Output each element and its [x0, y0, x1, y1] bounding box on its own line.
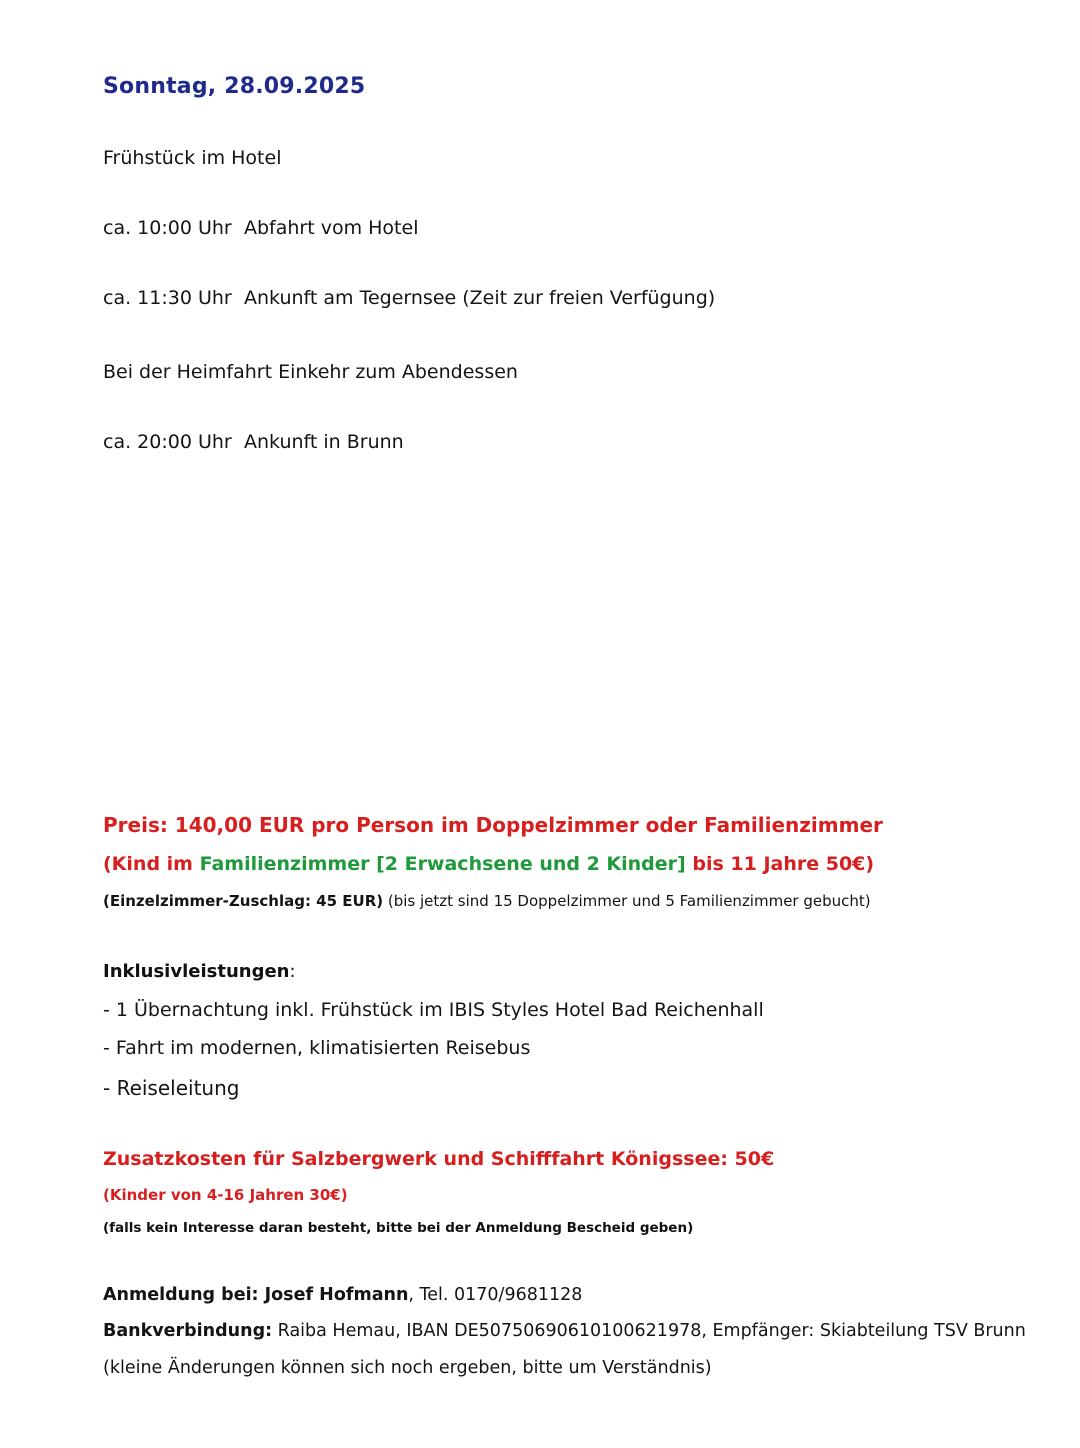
- inclusion-item: - Reiseleitung: [103, 1076, 240, 1100]
- price-child-suffix: bis 11 Jahre 50€): [685, 853, 875, 875]
- extra-costs-interest-note: (falls kein Interesse daran besteht, bitte bei der Anmeldung Bescheid geben): [103, 1220, 694, 1236]
- price-child-prefix: (Kind im: [103, 853, 200, 875]
- inclusion-item: - Fahrt im modernen, klimatisierten Reisebus: [103, 1037, 531, 1059]
- bank-details-line: [103, 1321, 1026, 1342]
- schedule-dinner: Bei der Heimfahrt Einkehr zum Abendessen: [103, 361, 518, 383]
- price-child-family-room: Familienzimmer [2 Erwachsene und 2 Kinder]: [199, 853, 686, 875]
- changes-note: (kleine Änderungen können sich noch ergeben, bitte um Verständnis): [103, 1358, 712, 1378]
- extra-costs-child-note: (Kinder von 4-16 Jahren 30€): [103, 1186, 348, 1204]
- inclusions-title: [103, 961, 296, 983]
- bank-label: Bankverbindung:: [103, 1321, 273, 1341]
- price-child-note: [103, 853, 874, 876]
- schedule-text: Ankunft am Tegernsee (Zeit zur freien Verfügung): [244, 287, 716, 309]
- single-room-surcharge: [103, 892, 871, 910]
- schedule-row-departure: [103, 217, 418, 240]
- day-heading: Sonntag, 28.09.2025: [103, 74, 366, 99]
- schedule-time: ca. 10:00 Uhr: [103, 217, 232, 239]
- schedule-time: ca. 20:00 Uhr: [103, 431, 232, 453]
- schedule-text: Ankunft in Brunn: [244, 431, 404, 453]
- registration-line: [103, 1285, 582, 1306]
- registration-contact: Anmeldung bei: Josef Hofmann: [103, 1285, 409, 1305]
- registration-phone: , Tel. 0170/9681128: [408, 1285, 583, 1305]
- schedule-row-arrival-brunn: [103, 431, 404, 454]
- inclusion-item: - 1 Übernachtung inkl. Frühstück im IBIS Styles Hotel Bad Reichenhall: [103, 999, 764, 1021]
- bank-details: Raiba Hemau, IBAN DE50750690610100621978, Empfänger: Skiabteilung TSV Brunn: [272, 1321, 1026, 1341]
- inclusions-title-colon: :: [289, 961, 296, 982]
- schedule-breakfast: Frühstück im Hotel: [103, 147, 282, 169]
- schedule-row-arrival-tegernsee: [103, 287, 715, 310]
- schedule-text: Abfahrt vom Hotel: [244, 217, 419, 239]
- extra-costs-heading: Zusatzkosten für Salzbergwerk und Schifffahrt Königssee: 50€: [103, 1148, 775, 1170]
- price-heading: Preis: 140,00 EUR pro Person im Doppelzimmer oder Familienzimmer: [103, 813, 883, 837]
- surcharge-label: (Einzelzimmer-Zuschlag: 45 EUR): [103, 892, 384, 910]
- schedule-time: ca. 11:30 Uhr: [103, 287, 232, 309]
- booking-status-note: (bis jetzt sind 15 Doppelzimmer und 5 Familienzimmer gebucht): [383, 892, 871, 910]
- inclusions-title-text: Inklusivleistungen: [103, 961, 290, 982]
